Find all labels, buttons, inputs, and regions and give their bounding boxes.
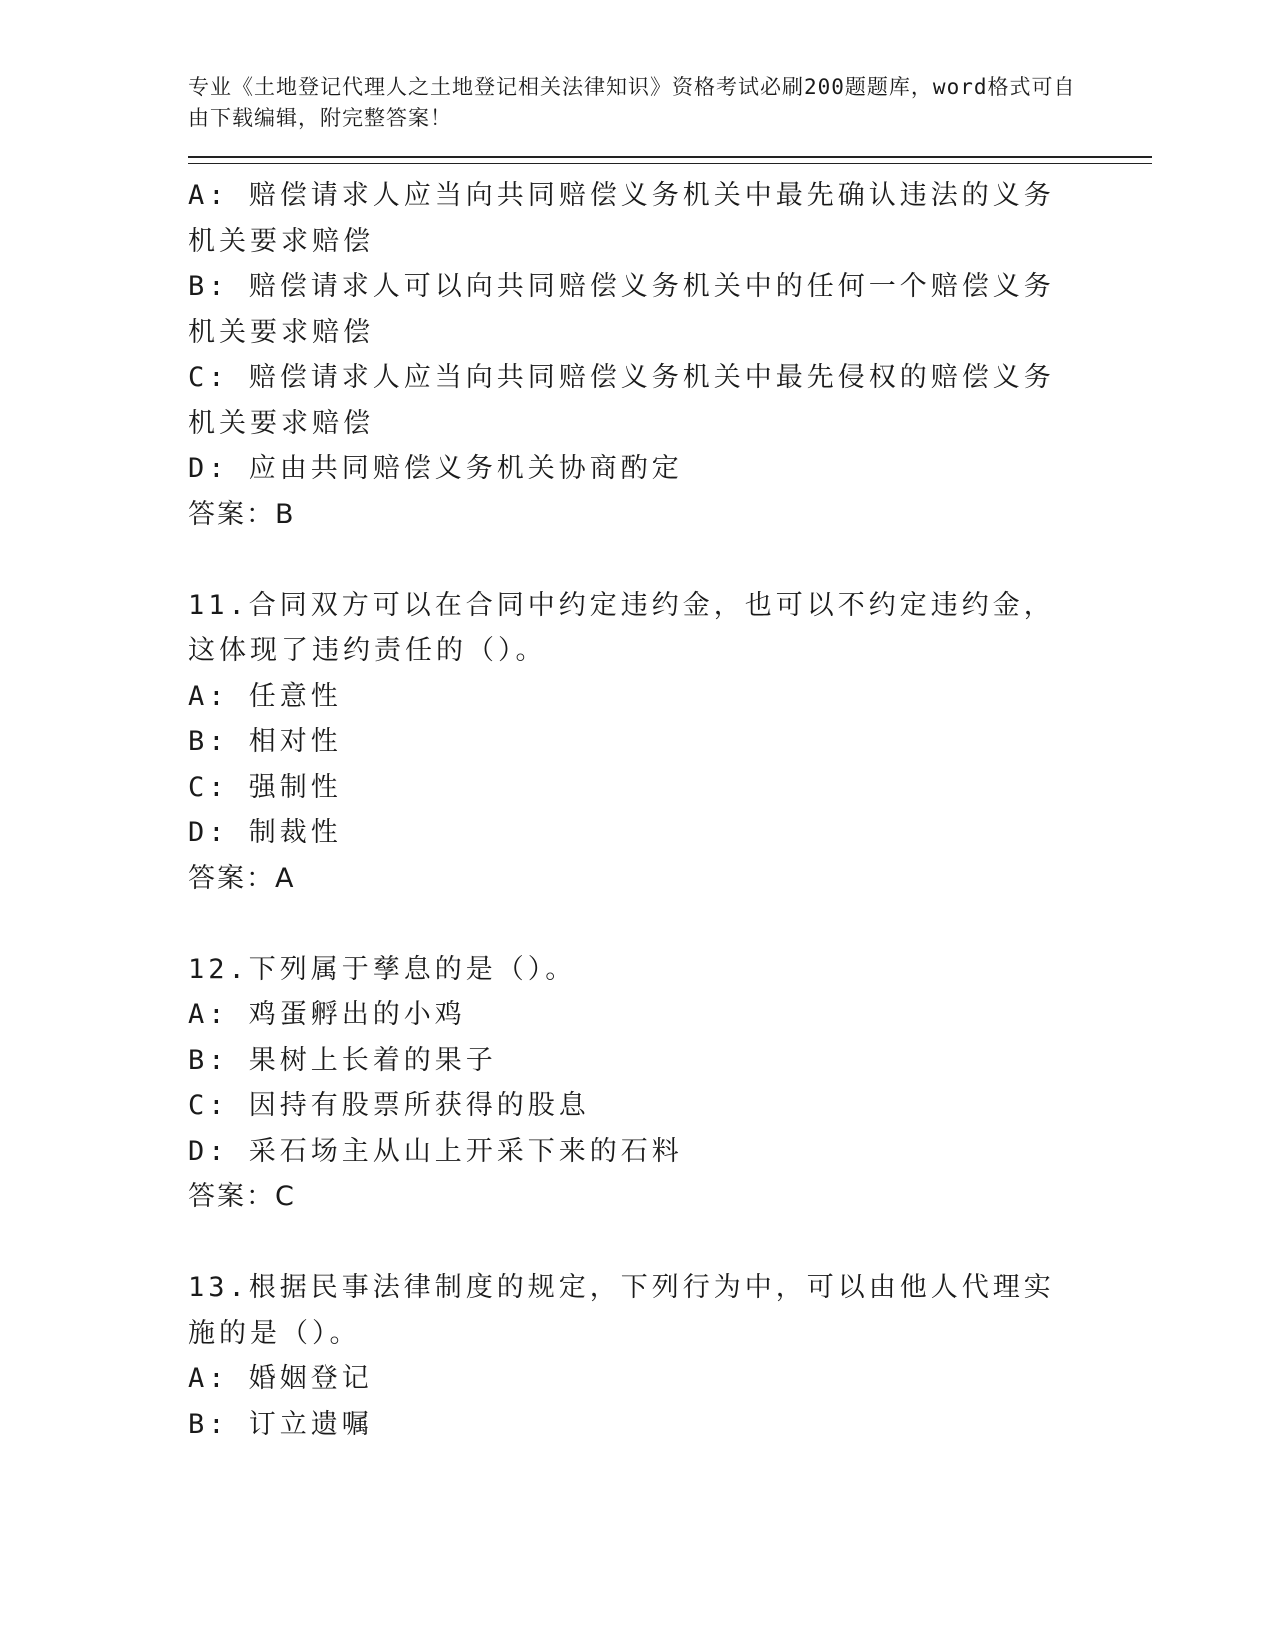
q10-option-d: D: 应由共同赔偿义务机关协商酌定 (188, 453, 683, 484)
q12-option-d: D: 采石场主从山上开采下来的石料 (188, 1135, 683, 1167)
q10-option-a: A: 赔偿请求人应当向共同赔偿义务机关中最先确认违法的义务机关要求赔偿 (188, 180, 1055, 257)
q10-option-b: B: 赔偿请求人可以向共同赔偿义务机关中的任何一个赔偿义务机关要求赔偿 (188, 271, 1055, 348)
q13-option-a: A: 婚姻登记 (188, 1363, 373, 1394)
q11-option-a: A: 任意性 (188, 680, 342, 712)
q11-option-c: C: 强制性 (188, 771, 342, 803)
q10-option-c: C: 赔偿请求人应当向共同赔偿义务机关中最先侵权的赔偿义务机关要求赔偿 (188, 362, 1055, 439)
q12-option-c: C: 因持有股票所获得的股息 (188, 1090, 590, 1121)
q13-question: 13.根据民事法律制度的规定，下列行为中，可以由他人代理实施的是（）。 (188, 1272, 1055, 1349)
q10-answer: 答案：B (188, 498, 296, 530)
q12-option-a: A: 鸡蛋孵出的小鸡 (188, 999, 466, 1030)
q11-answer: 答案：A (188, 862, 296, 894)
document-body (188, 173, 1148, 1447)
q11-option-d: D: 制裁性 (188, 817, 342, 848)
q12-question: 12.下列属于孳息的是（）。 (188, 953, 577, 985)
q11-option-b: B: 相对性 (188, 726, 342, 757)
document-header: 专业《土地登记代理人之土地登记相关法律知识》资格考试必刷200题题库，word格式可自由下载编辑，附完整答案！ (188, 75, 1076, 130)
document-page (188, 72, 1148, 1447)
q13-option-b: B: 订立遗嘱 (188, 1408, 373, 1440)
q12-answer: 答案：C (188, 1181, 296, 1212)
q11-question: 11.合同双方可以在合同中约定违约金，也可以不约定违约金，这体现了违约责任的（）。 (188, 589, 1055, 666)
header-divider (188, 156, 1152, 164)
q12-option-b: B: 果树上长着的果子 (188, 1044, 497, 1076)
